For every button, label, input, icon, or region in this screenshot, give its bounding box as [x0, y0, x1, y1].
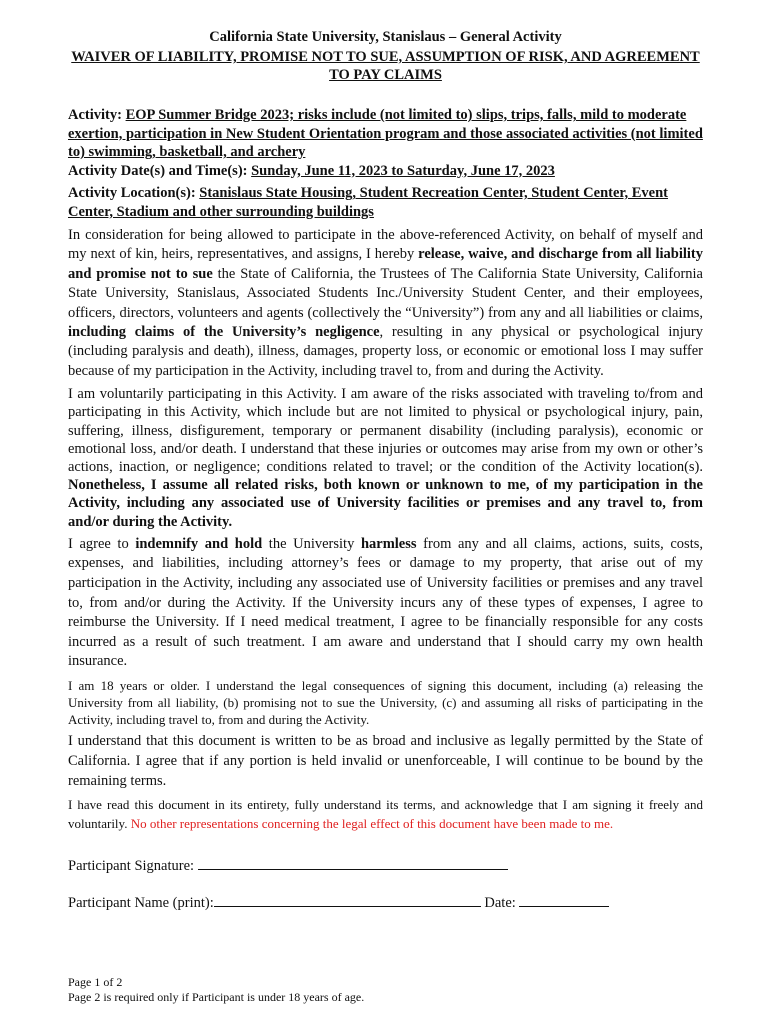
document-title: California State University, Stanislaus – General Activity	[209, 29, 562, 45]
signature-label: Participant Signature:	[68, 858, 195, 875]
scope-paragraph: I understand that this document is written to be as broad and inclusive as legally permitted by the State of California. I agree that if any portion is held invalid or unenforceable, I will continue to be bound by the remaining terms.	[68, 733, 703, 789]
release-text-2: the State of California, the Trustees of The California State University, California State University, Stanislaus, Associated Students Inc./University Student Center, and their employees, officers, directors, volunteers and agents (collectively the “University”) from any and all liabilities or claims,	[68, 265, 703, 321]
signature-row	[68, 855, 703, 876]
release-paragraph	[68, 226, 703, 381]
assumption-text-bold: Nonetheless, I assume all related risks, both known or unknown to me, of my participation in the Activity, including any associated use of University facilities or premises and any travel to, from and/or during the Activity.	[68, 477, 703, 530]
activity-dates-label: Activity Date(s) and Time(s):	[68, 162, 248, 179]
name-date-row	[68, 892, 703, 913]
acknowledgement-paragraph	[68, 796, 703, 833]
footer-note: Page 2 is required only if Participant is under 18 years of age.	[68, 990, 365, 1004]
indemnify-text-1: I agree to	[68, 535, 136, 552]
activity-value: EOP Summer Bridge 2023; risks include (not limited to) slips, trips, falls, mild to moderate exertion, participation in New Student Orientation program and those associated activities (not limited to) swimming, basketball, and archery	[68, 107, 703, 160]
indemnify-text-bold-2: harmless	[360, 535, 417, 552]
indemnify-text-bold-1: indemnify and hold	[135, 535, 263, 552]
assumption-text: I am voluntarily participating in this Activity. I am aware of the risks associated with traveling to/from and participating in this Activity, which include but are not limited to physical or psychological injury, pain, suffering, illness, disfigurement, temporary or permanent disability (including paralysis), economic or emotional loss, and/or death. I understand that these injuries or outcomes may arise from my own or other’s actions, inaction, or negligence; conditions related to travel; or the condition of the Activity location(s).	[68, 386, 703, 476]
acknowledgement-text-red: No other representations concerning the legal effect of this document have been made to me.	[130, 815, 614, 831]
date-label: Date:	[484, 895, 516, 912]
acknowledgement-text: I have read this document in its entirety, fully understand its terms, and acknowledge that I am signing it freely and voluntarily.	[68, 797, 703, 831]
activity-block	[68, 106, 703, 180]
release-text-3: , resulting in any physical or psychological injury (including paralysis and death), illness, damages, property loss, or economic or emotional loss I may suffer because of my participation in the Activity, including travel to, from and during the Activity.	[68, 324, 704, 379]
release-text-1: In consideration for being allowed to participate in the above-referenced Activity, on behalf of myself and my next of kin, heirs, representatives, and assigns, I hereby	[68, 227, 703, 263]
activity-label: Activity:	[68, 107, 122, 123]
indemnify-text-3: from any and all claims, actions, suits, costs, expenses, and liabilities, including attorney’s fees or damage to my property, that arise out of my participation in the Activity, including any associated use of University facilities or premises and any travel to, from and/or during the Activity. If the University incurs any of these types of expenses, I agree to reimburse the University. If I need medical treatment, I agree to be financially responsible for any costs incurred as a result of such treatment. I am aware and understand that I should carry my own health insurance.	[68, 535, 703, 670]
release-text-bold-2: including claims of the University’s negligence	[68, 324, 380, 341]
signature-line[interactable]	[198, 855, 508, 870]
participant-name-line[interactable]	[214, 892, 481, 907]
activity-location-value: Stanislaus State Housing, Student Recreation Center, Student Center, Event Center, Stadium and other surrounding buildings	[68, 185, 669, 220]
indemnify-text-2: the University	[262, 535, 361, 552]
indemnify-paragraph	[68, 535, 703, 672]
document-subtitle: WAIVER OF LIABILITY, PROMISE NOT TO SUE, ASSUMPTION OF RISK, AND AGREEMENT TO PAY CLAIMS	[71, 49, 700, 83]
document-body	[68, 28, 703, 913]
participant-name-label: Participant Name (print):	[68, 895, 214, 912]
page-footer	[68, 975, 364, 1005]
assumption-paragraph	[68, 385, 703, 531]
activity-dates-value: Sunday, June 11, 2023 to Saturday, June 17, 2023	[251, 162, 555, 179]
date-line[interactable]	[519, 892, 609, 907]
page-number: Page 1 of 2	[68, 975, 123, 989]
activity-location-block	[68, 184, 703, 221]
activity-location-label: Activity Location(s):	[68, 185, 196, 201]
age-paragraph: I am 18 years or older. I understand the legal consequences of signing this document, including (a) releasing the University from all liability, (b) promising not to sue the University, (c) and assuming all risks of participating in the Activity, including travel to, from and during the Activity.	[68, 678, 703, 728]
release-text-bold-1: release, waive, and discharge from all liability and promise not to sue	[68, 246, 704, 282]
